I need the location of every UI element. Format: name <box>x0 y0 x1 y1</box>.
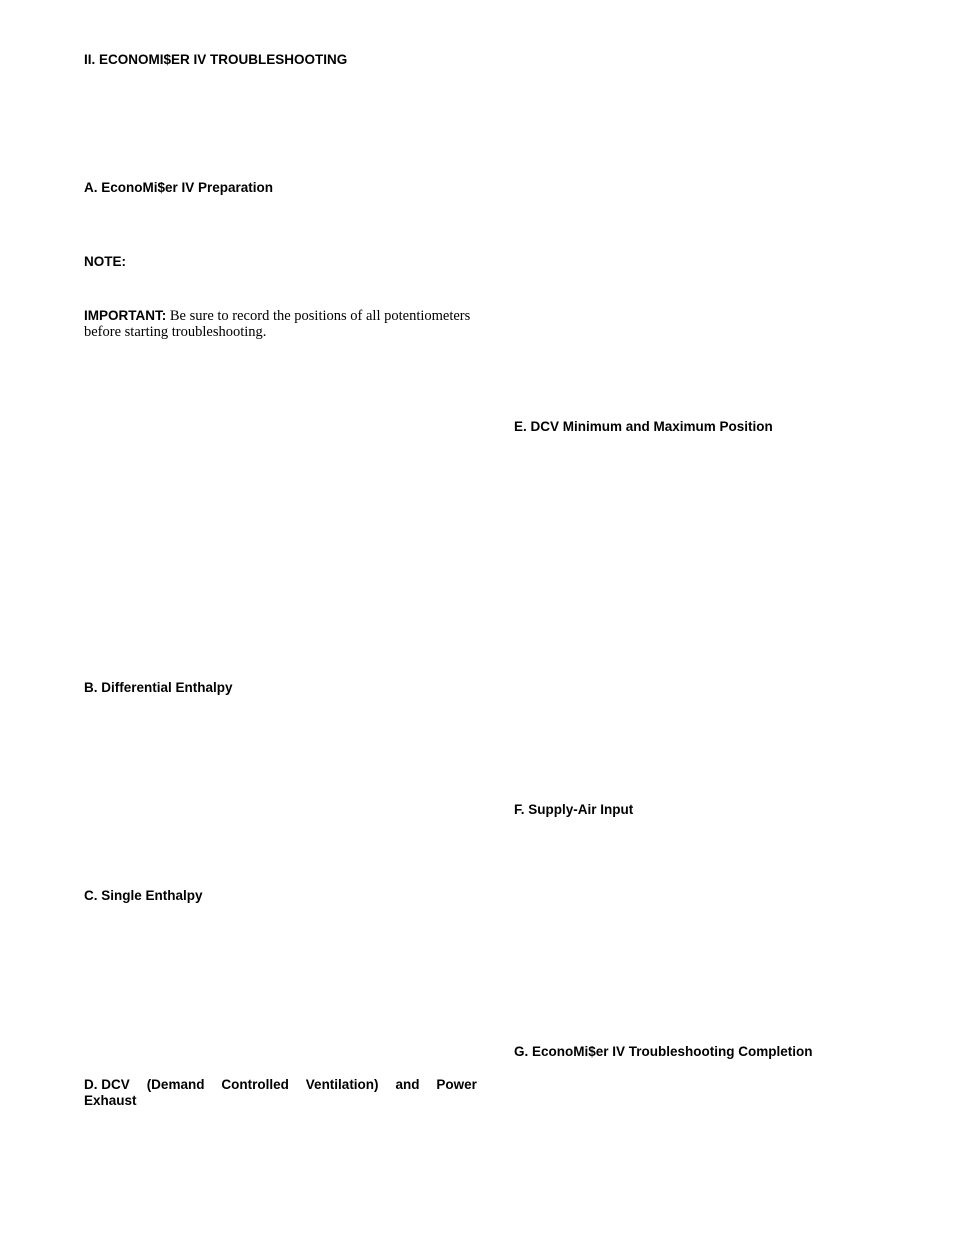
heading-dcv-word: Ventilation) <box>305 1077 379 1092</box>
heading-economiser-preparation: A. EconoMi$er IV Preparation <box>84 180 274 195</box>
note-label: NOTE: <box>84 254 126 269</box>
important-note <box>84 308 484 340</box>
heading-dcv-word: (Demand <box>146 1077 205 1092</box>
heading-dcv-word: Controlled <box>221 1077 289 1092</box>
heading-single-enthalpy: C. Single Enthalpy <box>84 888 203 903</box>
heading-supply-air-input: F. Supply-Air Input <box>514 802 634 817</box>
important-text-line1: Be sure to record the positions of all potentiometers <box>166 308 471 324</box>
heading-dcv-word: and <box>395 1077 420 1092</box>
heading-dcv-line2: Exhaust <box>84 1093 137 1108</box>
section-title: II. ECONOMI$ER IV TROUBLESHOOTING <box>84 52 348 67</box>
important-text-line2: before starting troubleshooting. <box>84 324 267 340</box>
important-label: IMPORTANT: <box>84 308 167 323</box>
heading-dcv-word: Power <box>436 1077 477 1092</box>
heading-differential-enthalpy: B. Differential Enthalpy <box>84 680 233 695</box>
heading-dcv-min-max-position: E. DCV Minimum and Maximum Position <box>514 419 773 434</box>
heading-dcv-power-exhaust <box>84 1077 477 1109</box>
heading-dcv-line1 <box>84 1077 477 1093</box>
heading-troubleshooting-completion: G. EconoMi$er IV Troubleshooting Completion <box>514 1044 813 1059</box>
heading-dcv-word: D. DCV <box>84 1077 130 1092</box>
